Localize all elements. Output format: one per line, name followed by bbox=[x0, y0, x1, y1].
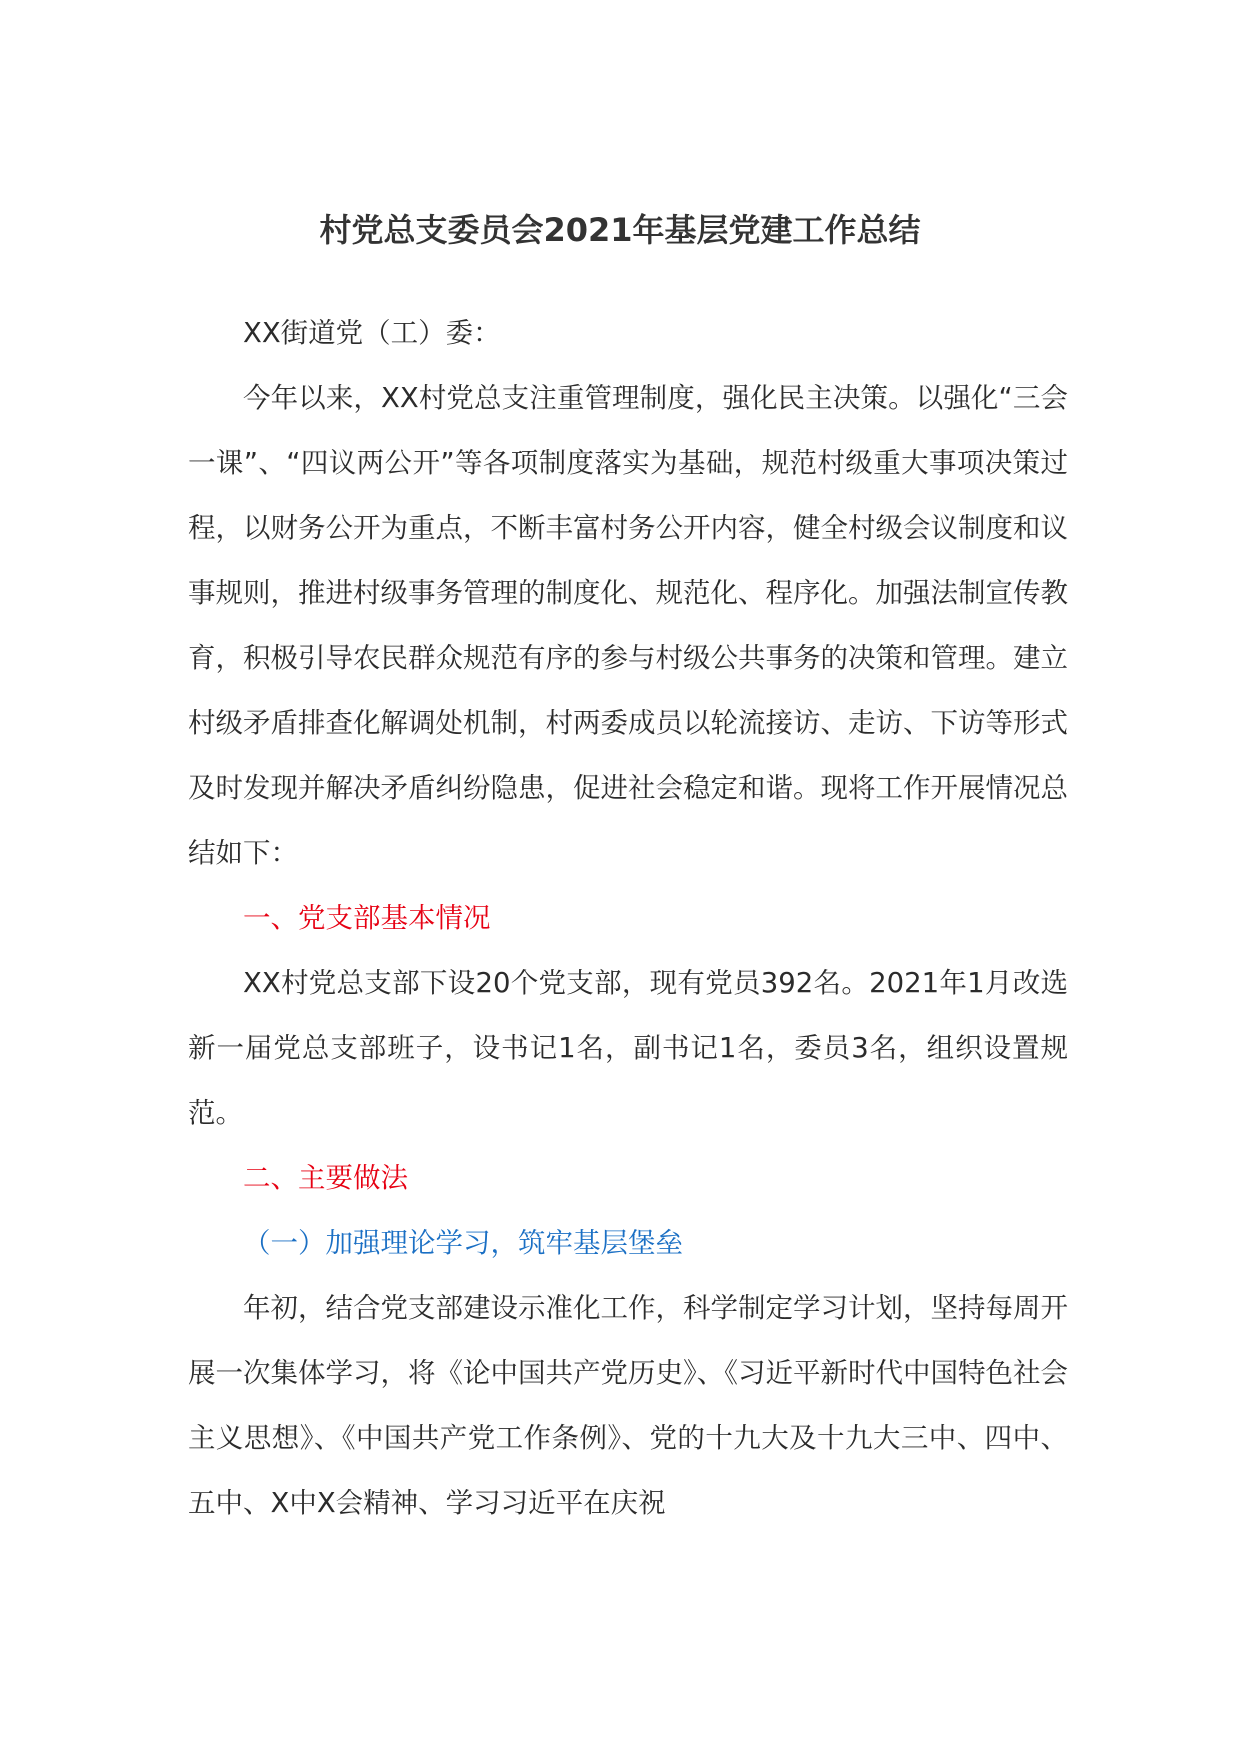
intro-paragraph: 今年以来，XX村党总支注重管理制度，强化民主决策。以强化“三会一课”、“四议两公开”等各项制度落实为基础，规范村级重大事项决策过程，以财务公开为重点，不断丰富村务公开内容，健全村级会议制度和议事规则，推进村级事务管理的制度化、规范化、程序化。加强法制宣传教育，积极引导农民群众规范有序的参与村级公共事务的决策和管理。建立村级矛盾排查化解调处机制，村两委成员以轮流接访、走访、下访等形式及时发现并解决矛盾纠纷隐患，促进社会稳定和谐。现将工作开展情况总结如下： bbox=[188, 382, 1068, 869]
subsection-2-1-paragraph: 年初，结合党支部建设示准化工作，科学制定学习计划，坚持每周开展一次集体学习，将《论中国共产党历史》、《习近平新时代中国特色社会主义思想》、《中国共产党工作条例》、党的十九大及十九大三中、四中、五中、X中X会精神、学习习近平在庆祝 bbox=[188, 1292, 1068, 1519]
document-body bbox=[188, 301, 1068, 1536]
section-1-heading: 一、党支部基本情况 bbox=[243, 902, 491, 934]
subsection-2-1-heading: （一）加强理论学习，筑牢基层堡垒 bbox=[243, 1227, 683, 1259]
salutation: XX街道党（工）委： bbox=[243, 317, 501, 349]
document-title: 村党总支委员会2021年基层党建工作总结 bbox=[319, 211, 921, 249]
section-2-heading: 二、主要做法 bbox=[243, 1162, 408, 1194]
section-1-paragraph: XX村党总支部下设20个党支部，现有党员392名。2021年1月改选新一届党总支部班子，设书记1名，副书记1名，委员3名，组织设置规范。 bbox=[188, 967, 1068, 1129]
